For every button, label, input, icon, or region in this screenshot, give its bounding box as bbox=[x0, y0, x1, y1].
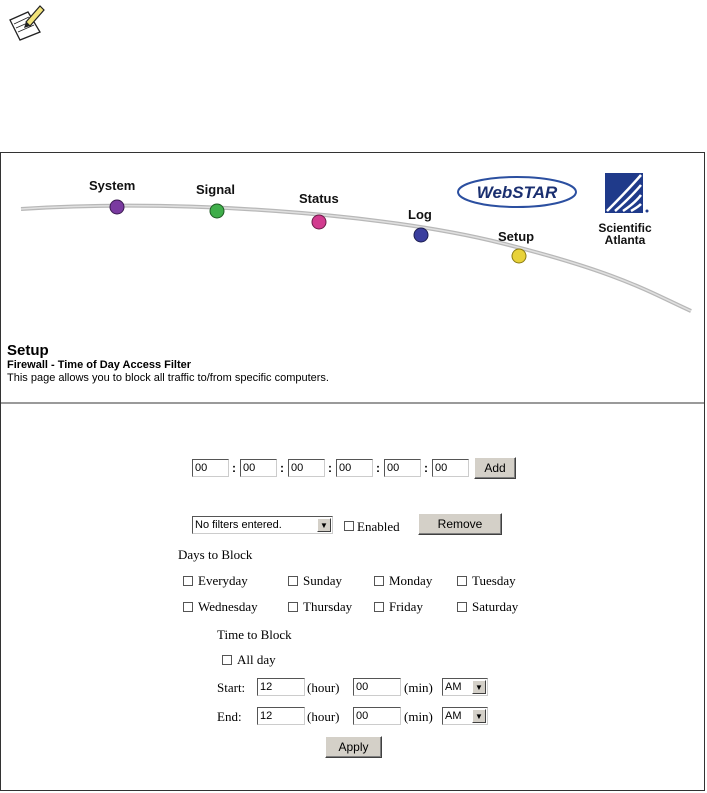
friday-checkbox[interactable] bbox=[374, 602, 384, 612]
chevron-down-icon[interactable]: ▼ bbox=[472, 680, 486, 694]
chevron-down-icon[interactable]: ▼ bbox=[472, 709, 486, 723]
signal-bullet-icon bbox=[210, 204, 224, 218]
filter-select[interactable] bbox=[192, 516, 333, 534]
days-heading: Days to Block bbox=[178, 547, 253, 562]
mac-octet-1[interactable] bbox=[192, 459, 229, 477]
page-header bbox=[7, 342, 329, 385]
start-hour-input[interactable] bbox=[257, 678, 305, 696]
enabled-label: Enabled bbox=[357, 519, 400, 534]
thursday-checkbox[interactable] bbox=[288, 602, 298, 612]
start-min-input[interactable] bbox=[353, 678, 401, 696]
add-button[interactable]: Add bbox=[474, 457, 516, 479]
nav-log[interactable]: Log bbox=[408, 207, 432, 222]
saturday-label: Saturday bbox=[472, 599, 519, 614]
start-ampm-value: AM bbox=[445, 681, 462, 693]
wednesday-checkbox[interactable] bbox=[183, 602, 193, 612]
start-min-unit: (min) bbox=[404, 680, 433, 695]
mac-separator: : bbox=[328, 461, 332, 475]
system-bullet-icon bbox=[110, 200, 124, 214]
nav-status[interactable]: Status bbox=[299, 191, 339, 206]
end-label: End: bbox=[217, 709, 242, 724]
everyday-checkbox[interactable] bbox=[183, 576, 193, 586]
end-min-unit: (min) bbox=[404, 709, 433, 724]
thursday-label: Thursday bbox=[303, 599, 353, 614]
apply-button[interactable]: Apply bbox=[325, 736, 382, 758]
mac-octet-5[interactable] bbox=[384, 459, 421, 477]
router-page-frame bbox=[0, 152, 705, 791]
sunday-label: Sunday bbox=[303, 573, 342, 588]
log-bullet-icon bbox=[414, 228, 428, 242]
mac-separator: : bbox=[376, 461, 380, 475]
page-description: This page allows you to block all traffic to/from specific computers. bbox=[7, 372, 329, 384]
enabled-checkbox[interactable] bbox=[344, 521, 354, 531]
start-hour-unit: (hour) bbox=[307, 680, 340, 695]
mac-separator: : bbox=[280, 461, 284, 475]
setup-bullet-icon bbox=[512, 249, 526, 263]
friday-label: Friday bbox=[389, 599, 423, 614]
page-subtitle: Firewall - Time of Day Access Filter bbox=[7, 359, 192, 371]
end-hour-input[interactable] bbox=[257, 707, 305, 725]
mac-octet-4[interactable] bbox=[336, 459, 373, 477]
remove-button[interactable]: Remove bbox=[418, 513, 502, 535]
webstar-logo bbox=[456, 175, 578, 209]
tuesday-label: Tuesday bbox=[472, 573, 516, 588]
monday-checkbox[interactable] bbox=[374, 576, 384, 586]
end-ampm-value: AM bbox=[445, 710, 462, 722]
monday-label: Monday bbox=[389, 573, 433, 588]
start-label: Start: bbox=[217, 680, 246, 695]
mac-octet-2[interactable] bbox=[240, 459, 277, 477]
nav-setup[interactable]: Setup bbox=[498, 229, 535, 244]
everyday-label: Everyday bbox=[198, 573, 248, 588]
note-pencil-icon bbox=[6, 2, 46, 42]
svg-text:WebSTAR: WebSTAR bbox=[476, 183, 558, 202]
wednesday-label: Wednesday bbox=[198, 599, 258, 614]
status-bullet-icon bbox=[312, 215, 326, 229]
sunday-checkbox[interactable] bbox=[288, 576, 298, 586]
end-ampm-select[interactable] bbox=[442, 707, 488, 725]
scientific-atlanta-globe-icon bbox=[597, 171, 653, 217]
all-day-checkbox[interactable] bbox=[222, 655, 232, 665]
tuesday-checkbox[interactable] bbox=[457, 576, 467, 586]
end-hour-unit: (hour) bbox=[307, 709, 340, 724]
time-heading: Time to Block bbox=[217, 627, 292, 642]
page-title: Setup bbox=[7, 342, 49, 359]
mac-octet-3[interactable] bbox=[288, 459, 325, 477]
all-day-label: All day bbox=[237, 652, 276, 667]
divider bbox=[1, 402, 705, 404]
nav-signal[interactable]: Signal bbox=[196, 182, 236, 197]
mac-separator: : bbox=[232, 461, 236, 475]
saturday-checkbox[interactable] bbox=[457, 602, 467, 612]
start-ampm-select[interactable] bbox=[442, 678, 488, 696]
end-min-input[interactable] bbox=[353, 707, 401, 725]
mac-separator: : bbox=[424, 461, 428, 475]
filter-select-value: No filters entered. bbox=[195, 519, 282, 531]
nav-system[interactable]: System bbox=[89, 178, 136, 193]
mac-octet-6[interactable] bbox=[432, 459, 469, 477]
chevron-down-icon[interactable]: ▼ bbox=[317, 518, 331, 532]
scientific-atlanta-logo: Scientific Atlanta bbox=[589, 171, 661, 253]
